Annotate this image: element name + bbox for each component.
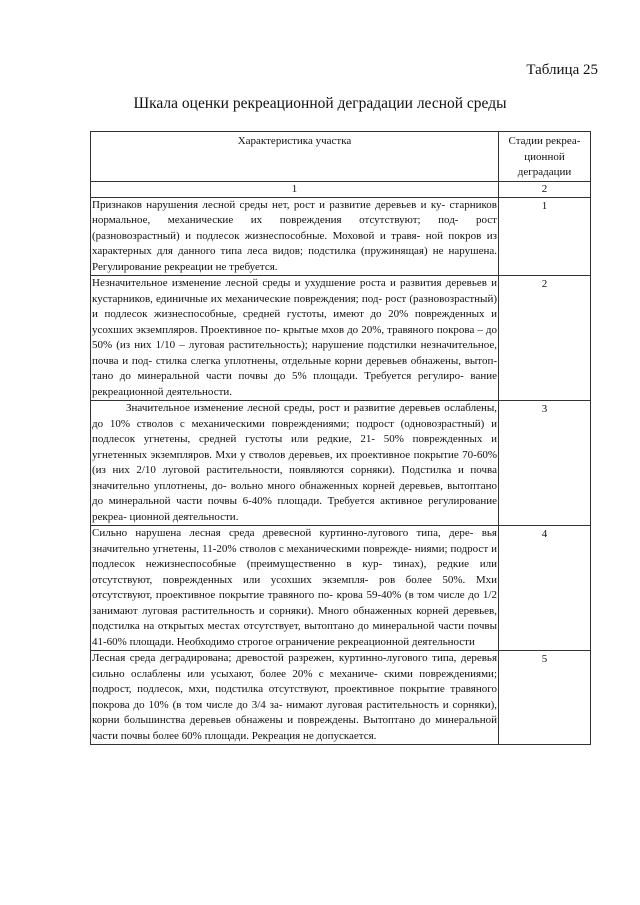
row-description: Лесная среда деградирована; древостой разрежен, куртинно-лугового типа, деревья сильно ослаблены или усыхают, более 20% с механиче- скими повреждениями; подрост, подлесок, мхи, подстилка отсутствуют, проективное покрытие травяного покрова до 10% (в том числе до 3/4 за- нимают луговая растительность и сорняки), корни большинства деревьев обнажены и повреждены. Вытоптано до минеральной части почвы более 60% площади. Рекреация не допускается. — [91, 651, 499, 745]
degradation-scale-table — [90, 131, 591, 745]
column-number-row — [91, 181, 591, 197]
table-row — [91, 197, 591, 276]
row-stage: 4 — [499, 526, 591, 651]
row-description: Значительное изменение лесной среды, рост и развитие деревьев ослаблены, до 10% стволов с механическими повреждениями; подрост (одновозрастный) и подлесок угнетены, средней густоты или редкие, 21- 50% поврежденных и угнетенных экземпляров. Мхи у стволов деревьев, их проективное покрытие 70-60% (из них 2/10 луговой растительности, появляются сорняки). Подстилка и почва значительно уплотнены, до- вольно много обнаженных корней деревьев, вытоптано до минеральной части почвы 6-40% площади. Требуется активное регулирование рекреа- ционной деятельности. — [91, 401, 499, 526]
table-row — [91, 401, 591, 526]
table-row — [91, 651, 591, 745]
header-characteristic: Характеристика участка — [91, 132, 499, 182]
table-row — [91, 276, 591, 401]
row-stage: 3 — [499, 401, 591, 526]
table-header-row — [91, 132, 591, 182]
column-number-2: 2 — [499, 181, 591, 197]
page-title: Шкала оценки рекреационной деградации лесной среды — [133, 95, 507, 112]
row-description: Сильно нарушена лесная среда древесной куртинно-лугового типа, дере- вья значительно угнетены, 11-20% стволов с механическими поврежде- ниями; подрост и подлесок нежизнеспособные (преимущественно в кур- тинах), редкие или отсутствуют, поврежденных или усохших экземпля- ров более 50%. Мхи отсутствуют, проективное покрытие травяного по- крова 59-40% (в том числе до 1/2 занимают луговая растительность и сорняки). Много обнаженных корней деревьев, подстилка на открытых местах отсутствует, вытоптано до минеральной части почвы 41-60% площади. Необходимо строгое ограничение рекреационной деятельности — [91, 526, 499, 651]
row-stage: 1 — [499, 197, 591, 276]
row-stage: 2 — [499, 276, 591, 401]
row-description: Незначительное изменение лесной среды и ухудшение роста и развития деревьев и кустарников, единичные их механические повреждения; под- рост (разновозрастный) и подлесок жизнеспособные, средней густоты, имеют до 20% поврежденных и усохших экземпляров. Проективное по- крытые мхов до 20%, травяного покрова – до 50% (из них 1/10 – луговая растительность); нарушение подстилки незначительное, почва и под- стилка слегка уплотнены, отдельные корни деревьев обнажены, вытоп- тано до минеральной части почвы до 5% площади. Требуется регулиро- вание рекреационной деятельности. — [91, 276, 499, 401]
row-description: Признаков нарушения лесной среды нет, рост и развитие деревьев и ку- старников нормальное, механические их повреждения отсутствуют; под- рост (разновозрастный) и подлесок жизнеспособные. Моховой и травя- ной покров из характерных для данного типа леса видов; подстилка (пружинящая) не нарушена. Регулирование рекреации не требуется. — [91, 197, 499, 276]
row-stage: 5 — [499, 651, 591, 745]
column-number-1: 1 — [91, 181, 499, 197]
header-stage: Стадии рекреа- ционной деградации — [499, 132, 591, 182]
table-number-label: Таблица 25 — [526, 62, 598, 78]
table-row — [91, 526, 591, 651]
